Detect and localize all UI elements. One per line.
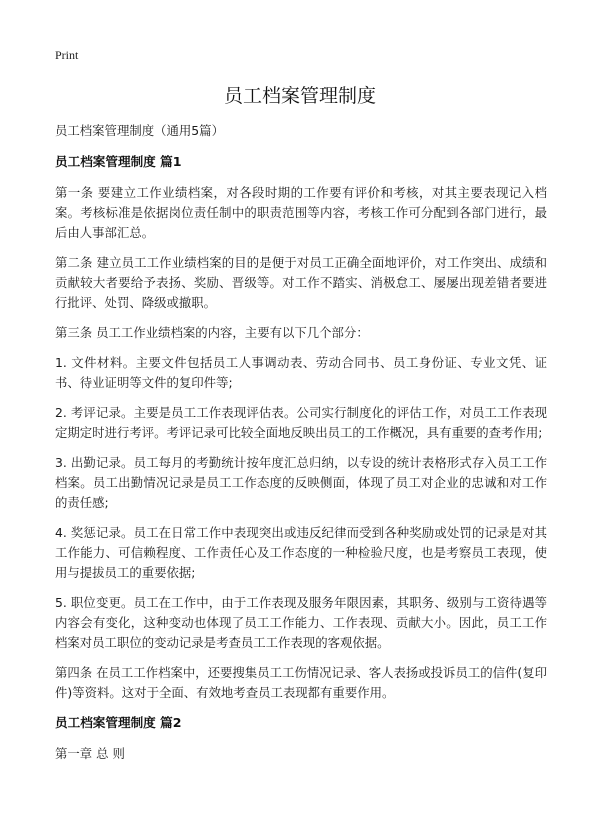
section-1 <box>55 152 547 703</box>
document-subtitle: 员工档案管理制度（通用5篇） <box>55 123 224 138</box>
paragraph: 第四条 在员工工作档案中，还要搜集员工工伤情况记录、客人表扬或投诉员工的信件(复印件)等资料。这对于全面、有效地考查员工表现都有重要作用。 <box>55 665 548 700</box>
paragraph: 第二条 建立员工工作业绩档案的目的是便于对员工正确全面地评价，对工作突出、成绩和贡献较大者要给予表扬、奖励、晋级等。对工作不踏实、消极怠工、屡屡出现差错者要进行批评、处罚、降级或撤职。 <box>55 255 547 310</box>
print-link[interactable]: Print <box>55 48 79 62</box>
document-title: 员工档案管理制度 <box>223 85 376 107</box>
list-item: 4. 奖惩记录。员工在日常工作中表现突出或违反纪律而受到各种奖励或处罚的记录是对其工作能力、可信赖程度、工作责任心及工作态度的一种检验尺度，也是考察员工表现，使用与提拔员工的重要依据; <box>55 525 547 580</box>
section-2 <box>55 713 547 764</box>
chapter-heading: 第一章 总 则 <box>55 746 125 761</box>
section-heading: 员工档案管理制度 篇2 <box>55 715 182 730</box>
document-body <box>55 121 547 774</box>
list-item: 1. 文件材料。主要文件包括员工人事调动表、劳动合同书、员工身份证、专业文凭、证书、待业证明等文件的复印件等; <box>55 355 547 390</box>
paragraph: 第三条 员工工作业绩档案的内容，主要有以下几个部分： <box>55 325 369 340</box>
section-heading: 员工档案管理制度 篇1 <box>55 154 182 169</box>
list-item: 2. 考评记录。主要是员工工作表现评估表。公司实行制度化的评估工作，对员工工作表现定期定时进行考评。考评记录可比较全面地反映出员工的工作概况，具有重要的查考作用; <box>55 405 547 440</box>
list-item: 3. 出勤记录。员工每月的考勤统计按年度汇总归纳，以专设的统计表格形式存入员工工作档案。员工出勤情况记录是员工工作态度的反映侧面，体现了员工对企业的忠诚和对工作的责任感; <box>55 455 547 510</box>
paragraph: 第一条 要建立工作业绩档案，对各段时期的工作要有评价和考核，对其主要表现记入档案。考核标准是依据岗位责任制中的职责范围等内容，考核工作可分配到各部门进行，最后由人事部汇总。 <box>55 185 547 240</box>
list-item: 5. 职位变更。员工在工作中，由于工作表现及服务年限因素，其职务、级别与工资待遇等内容会有变化，这种变动也体现了员工工作能力、工作表现、贡献大小。因此，员工工作档案对员工职位的变动记录是考查员工工作表现的客观依据。 <box>55 595 547 650</box>
